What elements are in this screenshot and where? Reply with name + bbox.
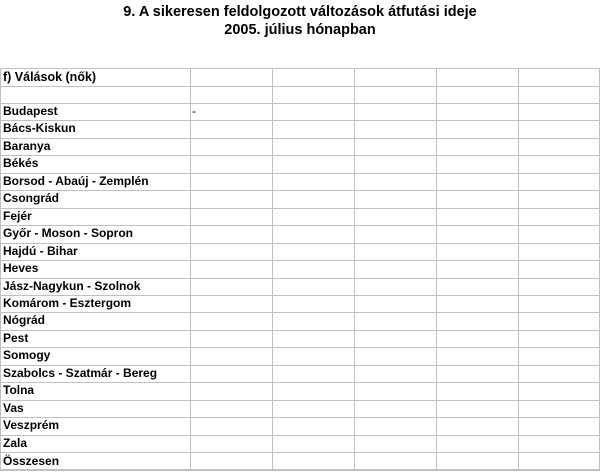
row-label: Vas — [3, 400, 24, 415]
grid-hline — [0, 435, 600, 436]
table-caption: f) Válások (nők) — [3, 70, 97, 84]
row-label: Győr - Moson - Sopron — [3, 226, 133, 241]
grid-vline — [354, 68, 355, 470]
row-label: Bács-Kiskun — [3, 121, 76, 136]
grid-hline — [0, 120, 600, 121]
grid-hline — [0, 155, 600, 156]
grid-hline — [0, 86, 600, 87]
grid-hline — [0, 400, 600, 401]
grid-hline — [0, 347, 600, 348]
grid-hline — [0, 312, 600, 313]
row-label: Jász-Nagykun - Szolnok — [3, 278, 141, 293]
grid-hline — [0, 382, 600, 383]
row-label: Komárom - Esztergom — [3, 295, 132, 310]
grid-hline — [0, 470, 600, 471]
row-label: Tolna — [3, 383, 35, 398]
grid-hline — [0, 260, 600, 261]
row-label: Hajdú - Bihar — [3, 243, 78, 258]
row-label: Borsod - Abaúj - Zemplén — [3, 173, 149, 188]
row-label: Budapest — [3, 104, 58, 118]
grid-hline — [0, 452, 600, 453]
row-label: Békés — [3, 156, 39, 171]
spreadsheet-table — [0, 68, 600, 475]
row-label: Fejér — [3, 208, 32, 223]
row-label: Pest — [3, 330, 29, 345]
row-label: Veszprém — [3, 418, 60, 433]
page-subtitle: 2005. július hónapban — [224, 22, 376, 38]
grid-hline — [0, 103, 600, 104]
page-title: 9. A sikeresen feldolgozott változások átfutási ideje — [123, 4, 477, 20]
grid-hline — [0, 243, 600, 244]
grid-hline — [0, 417, 600, 418]
grid-hline — [0, 330, 600, 331]
total-label: Összesen — [3, 454, 60, 468]
row-label: Heves — [3, 261, 39, 276]
row-label: Csongrád — [3, 191, 60, 206]
row-label: Szabolcs - Szatmár - Bereg — [3, 365, 158, 380]
row-label: Baranya — [3, 138, 51, 153]
grid-vline — [436, 68, 437, 470]
value-cell: - — [192, 104, 196, 118]
grid-vline — [0, 68, 1, 470]
grid-hline — [0, 208, 600, 209]
row-label: Nógrád — [3, 313, 45, 328]
grid-vline — [190, 68, 191, 470]
grid-vline — [272, 68, 273, 470]
row-label: Zala — [3, 435, 28, 450]
row-label: Somogy — [3, 348, 51, 363]
grid-hline — [0, 190, 600, 191]
grid-hline — [0, 138, 600, 139]
grid-hline — [0, 68, 600, 69]
grid-vline — [518, 68, 519, 470]
